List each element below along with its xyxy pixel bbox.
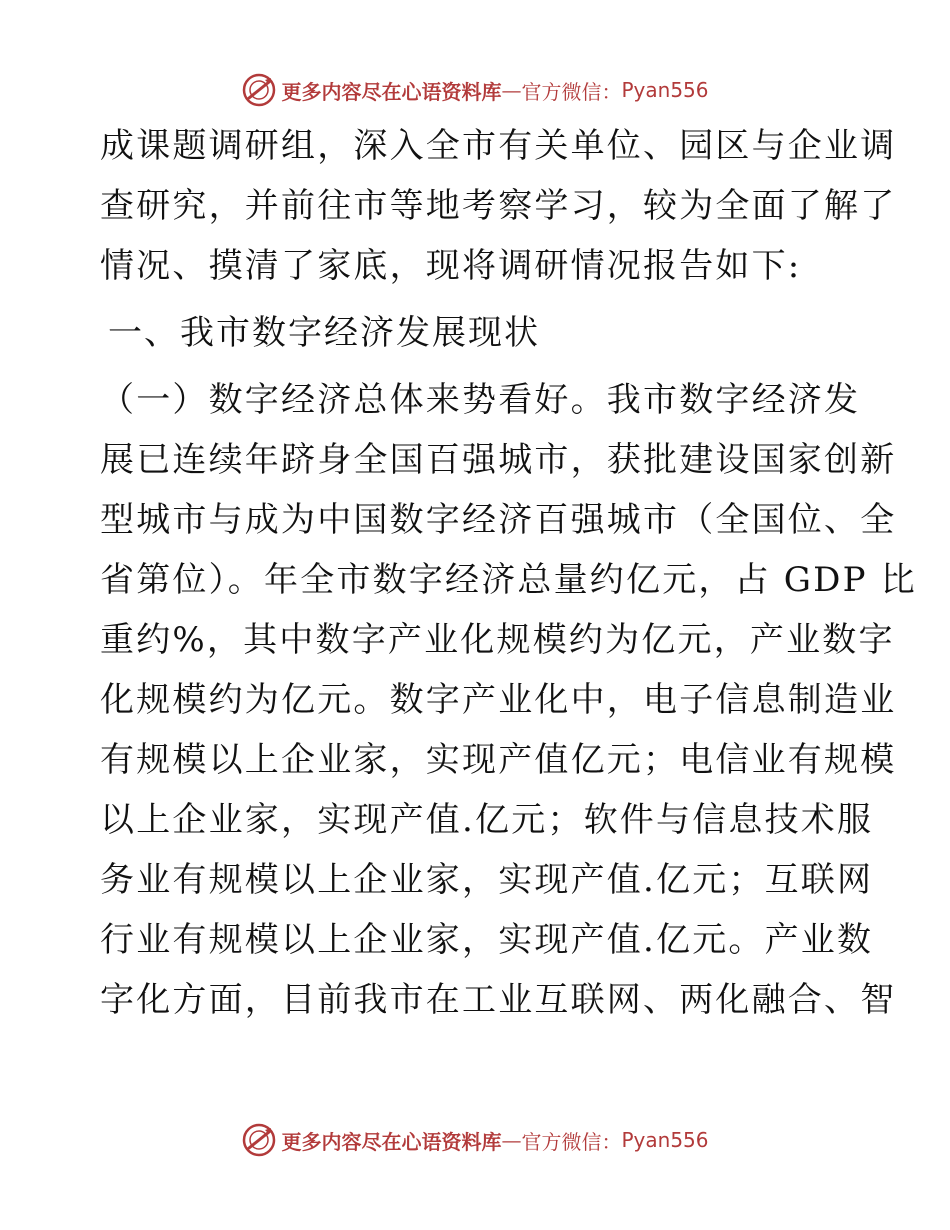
seal-logo-icon xyxy=(241,1122,277,1158)
intro-line: 情况、摸清了家底，现将调研情况报告如下: xyxy=(100,246,802,286)
seal-logo-icon xyxy=(241,72,277,108)
body-line: 型城市与成为中国数字经济百强城市（全国位、全 xyxy=(100,500,897,540)
body-line: 以上企业家，实现产值.亿元；软件与信息技术服 xyxy=(100,800,874,840)
watermark-brand: 更多内容尽在心语资料库 xyxy=(281,79,502,104)
body-line: （一）数字经济总体来势看好。我市数字经济发 xyxy=(100,380,861,420)
watermark-separator: — xyxy=(501,1128,522,1152)
watermark-wechat-id: Pyan556 xyxy=(621,78,709,102)
body-line: 字化方面，目前我市在工业互联网、两化融合、智 xyxy=(100,980,897,1020)
watermark-wechat-id: Pyan556 xyxy=(621,1128,709,1152)
watermark-wechat-label: 官方微信： xyxy=(521,1129,622,1154)
body-line: 行业有规模以上企业家，实现产值.亿元。产业数 xyxy=(100,920,874,960)
intro-line: 查研究，并前往市等地考察学习，较为全面了解了 xyxy=(100,186,897,226)
body-line: 省第位）。年全市数字经济总量约亿元，占 GDP 比 xyxy=(100,560,917,600)
watermark-separator: — xyxy=(501,78,522,102)
body-line: 化规模约为亿元。数字产业化中，电子信息制造业 xyxy=(100,680,897,720)
body-line: 务业有规模以上企业家，实现产值.亿元；互联网 xyxy=(100,860,874,900)
watermark-brand: 更多内容尽在心语资料库 xyxy=(281,1129,502,1154)
document-body xyxy=(100,116,917,1030)
body-line: 重约%，其中数字产业化规模约为亿元，产业数字 xyxy=(100,620,895,660)
footer-watermark xyxy=(0,1120,950,1160)
header-watermark xyxy=(0,70,950,110)
body-line: 有规模以上企业家，实现产值亿元；电信业有规模 xyxy=(100,740,897,780)
intro-line: 成课题调研组，深入全市有关单位、园区与企业调 xyxy=(100,126,897,166)
watermark-wechat-label: 官方微信： xyxy=(521,79,622,104)
body-line: 展已连续年跻身全国百强城市，获批建设国家创新 xyxy=(100,440,897,480)
section-heading: 一、我市数字经济发展现状 xyxy=(108,313,540,353)
